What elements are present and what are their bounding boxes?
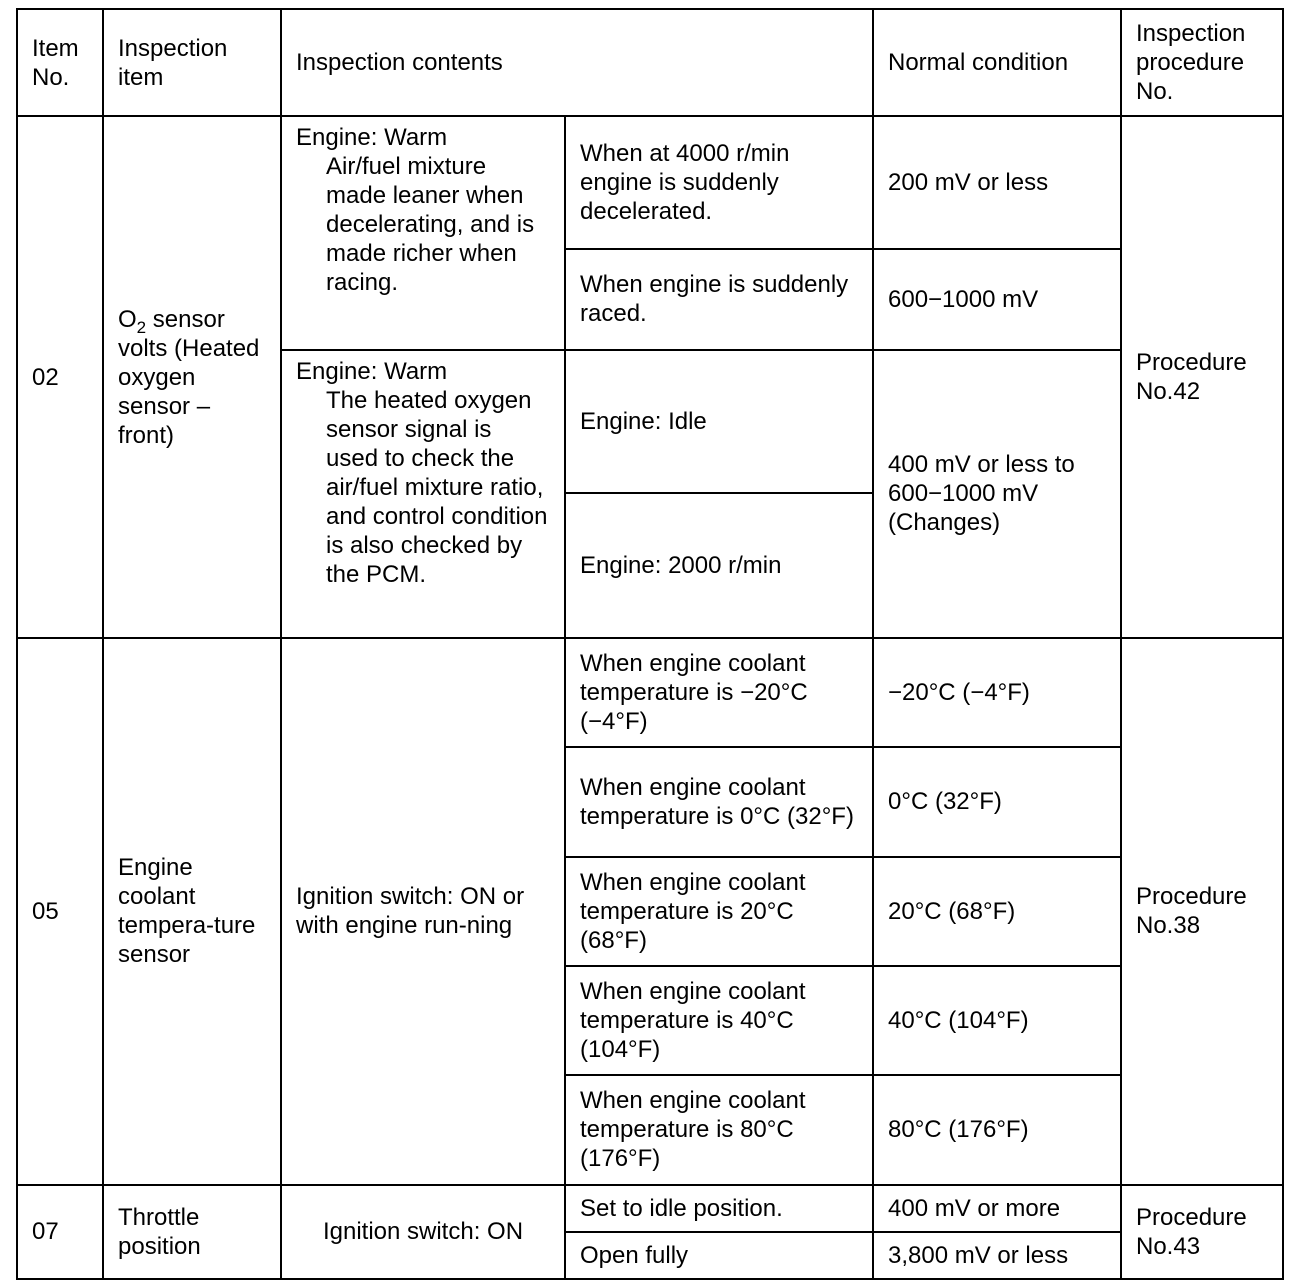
item-no-cell: 02 (17, 116, 103, 638)
condition-cell: Engine: 2000 r/min (565, 493, 873, 637)
normal-condition-cell: −20°C (−4°F) (873, 638, 1121, 747)
contents-description: The heated oxygen sensor signal is used to check the air/fuel mixture ratio, and control condition is also checked by the PCM. (326, 387, 548, 589)
table-row (17, 638, 1283, 747)
procedure-cell: Procedure No.38 (1121, 638, 1283, 1185)
condition-cell: When engine coolant temperature is 80°C (176°F) (565, 1075, 873, 1184)
normal-condition-cell: 400 mV or more (873, 1185, 1121, 1232)
normal-condition-cell: 80°C (176°F) (873, 1075, 1121, 1184)
contents-description: Air/fuel mixture made leaner when decelerating, and is made richer when racing. (326, 153, 535, 297)
inspection-item-cell: Throttle position (103, 1185, 281, 1279)
normal-condition-cell: 3,800 mV or less (873, 1232, 1121, 1279)
header-inspection-contents: Inspection contents (281, 9, 873, 116)
inspection-item-cell (103, 116, 281, 638)
inspection-table (16, 8, 1284, 1280)
header-item-no: Item No. (17, 9, 103, 116)
normal-condition-cell: 40°C (104°F) (873, 966, 1121, 1075)
header-row (17, 9, 1283, 116)
condition-cell: Engine: Idle (565, 350, 873, 493)
o2-label-sub: 2 (136, 317, 147, 337)
condition-cell: When engine coolant temperature is 0°C (32°F) (565, 747, 873, 856)
table-row (17, 1185, 1283, 1232)
procedure-cell: Procedure No.42 (1121, 116, 1283, 638)
item-no-cell: 07 (17, 1185, 103, 1279)
header-procedure-no: Inspection procedure No. (1121, 9, 1283, 116)
table-row (17, 116, 1283, 248)
inspection-item-cell: Engine coolant tempera-ture sensor (103, 638, 281, 1185)
normal-condition-cell: 400 mV or less to 600−1000 mV (Changes) (873, 350, 1121, 638)
condition-cell: When engine coolant temperature is −20°C (−4°F) (565, 638, 873, 747)
condition-cell: When engine is suddenly raced. (565, 249, 873, 350)
contents-cell (281, 350, 565, 638)
contents-title: Engine: Warm (296, 124, 448, 152)
normal-condition-cell: 20°C (68°F) (873, 857, 1121, 966)
contents-cell: Ignition switch: ON or with engine run-ning (281, 638, 565, 1185)
contents-title: Engine: Warm (296, 358, 448, 386)
o2-label-main: O (118, 305, 137, 333)
normal-condition-cell: 600−1000 mV (873, 249, 1121, 350)
header-normal-condition: Normal condition (873, 9, 1121, 116)
condition-cell: When engine coolant temperature is 20°C (68°F) (565, 857, 873, 966)
item-no-cell: 05 (17, 638, 103, 1185)
contents-cell: Ignition switch: ON (281, 1185, 565, 1279)
normal-condition-cell: 200 mV or less (873, 116, 1121, 248)
header-inspection-item: Inspection item (103, 9, 281, 116)
contents-cell (281, 116, 565, 350)
normal-condition-cell: 0°C (32°F) (873, 747, 1121, 856)
condition-cell: When engine coolant temperature is 40°C (104°F) (565, 966, 873, 1075)
procedure-cell: Procedure No.43 (1121, 1185, 1283, 1279)
condition-cell: When at 4000 r/min engine is suddenly decelerated. (565, 116, 873, 248)
condition-cell: Open fully (565, 1232, 873, 1279)
condition-cell: Set to idle position. (565, 1185, 873, 1232)
o2-label-rest: sensor volts (Heated oxygen sensor – front) (118, 305, 260, 449)
